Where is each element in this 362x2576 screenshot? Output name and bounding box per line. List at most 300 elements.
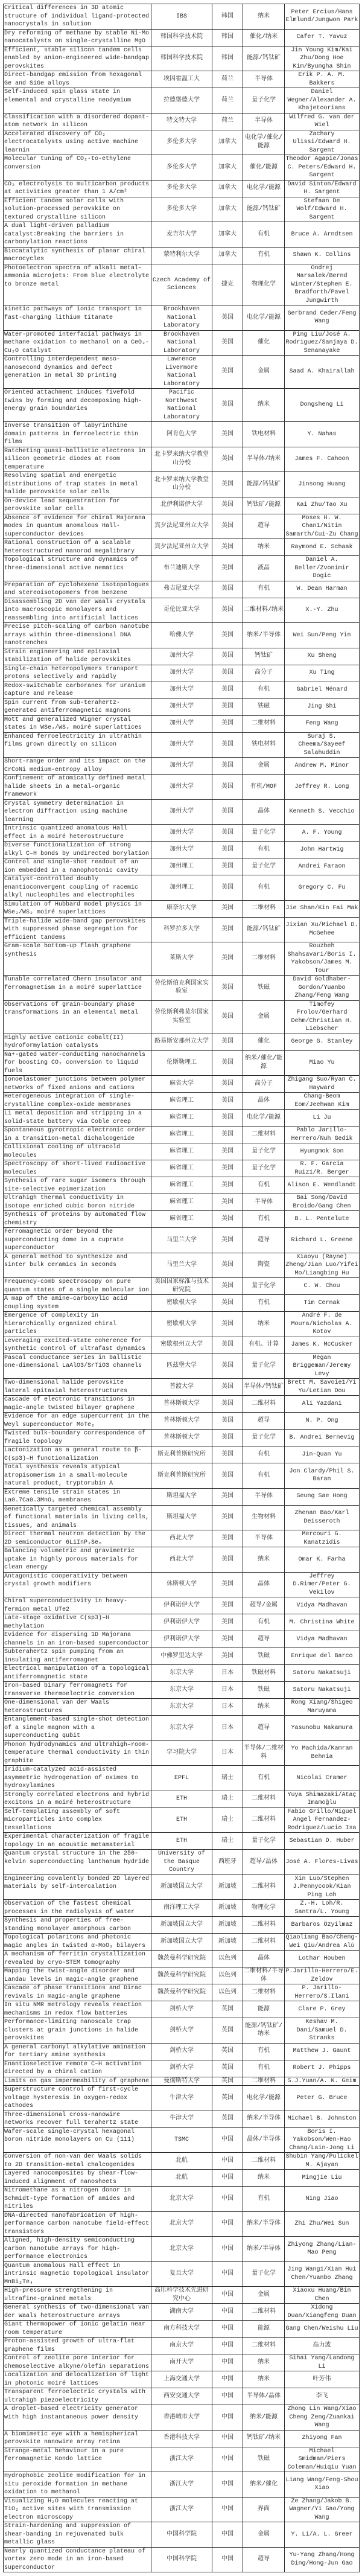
country-cell: 美国 xyxy=(212,1034,243,1050)
country-cell: 美国 xyxy=(212,715,243,732)
table-row xyxy=(4,2304,360,2321)
authors-cell: W. Dean Harman xyxy=(285,581,360,598)
country-cell: 日本 xyxy=(212,1699,243,1716)
paper-title-cell: Redox-switchable carboranes for uranium capture and release xyxy=(4,682,151,698)
institution-cell: 加州大学 xyxy=(151,682,212,698)
authors-cell: Megan Briggeman/Jeremy Levy xyxy=(285,1354,360,1379)
paper-title-cell: In situ NMR metrology reveals reaction mechanisms in redox flow batteries xyxy=(4,2001,151,2018)
country-cell: 美国 xyxy=(212,1253,243,1278)
paper-title-cell: Li metal deposition and stripping in a solid-state battery via Coble creep xyxy=(4,1110,151,1127)
institution-cell: 韩国科学技术院 xyxy=(151,46,212,71)
research-field-cell: 界面 xyxy=(243,2497,285,2522)
country-cell: 中国 xyxy=(212,2522,243,2548)
table-row xyxy=(4,472,360,497)
country-cell: 日本 xyxy=(212,1716,243,1741)
paper-title-cell: Limits on gas impermeability of graphene xyxy=(4,2077,151,2086)
table-row xyxy=(4,715,360,732)
table-row xyxy=(4,1505,360,1530)
table-row xyxy=(4,1253,360,1278)
country-cell: 美国 xyxy=(212,598,243,623)
country-cell: 美国 xyxy=(212,422,243,447)
institution-cell: 麻省理工 xyxy=(151,1160,212,1177)
research-field-cell: 纳米 xyxy=(243,389,285,422)
paper-title-cell: Heterogeneous integration of single-crystalline complex-oxide membranes xyxy=(4,1093,151,1110)
country-cell: 美国 xyxy=(212,514,243,539)
institution-cell: 美国国家标准与技术研究院 xyxy=(151,1278,212,1295)
research-field-cell: 半导体 xyxy=(243,71,285,88)
paper-title-cell: A mechanism of ferritin crystallization revealed by cryo-STEM tomography xyxy=(4,1951,151,1967)
research-field-cell: 生物材料 xyxy=(243,1505,285,1530)
institution-cell: Brookhaven National Laboratory xyxy=(151,305,212,331)
paper-title-cell: Ultrahigh thermal conductivity in isotope enriched cubic boron nitride xyxy=(4,1194,151,1211)
table-row xyxy=(4,2447,360,2472)
table-row xyxy=(4,1807,360,1833)
authors-cell: Pablo Jarillo-Herrero/Nuh Gedik xyxy=(285,1127,360,1143)
research-field-cell: 铁磁 xyxy=(243,698,285,715)
authors-cell: David Sinton/Edward H. Sargent xyxy=(285,180,360,197)
authors-cell: Kai Zhu/Tao Xu xyxy=(285,497,360,514)
authors-cell: Bruce A. Arndtsen xyxy=(285,222,360,248)
research-field-cell: 能源/钙钛矿 xyxy=(243,46,285,71)
table-row xyxy=(4,842,360,858)
paper-title-cell: One-dimensional van der Waals heterostructures xyxy=(4,1699,151,1716)
paper-title-cell: Self-templating assembly of soft microparticles into complex tessellations xyxy=(4,1807,151,1833)
paper-title-cell: Self-induced spin glass state in elemental and crystalline neodymium xyxy=(4,88,151,113)
research-field-cell: 纳米 xyxy=(243,1547,285,1573)
institution-cell: 休斯顿大学 xyxy=(151,1572,212,1597)
institution-cell: 北卡罗来纳大学教堂山分校 xyxy=(151,447,212,472)
paper-title-cell: Engineering covalently bonded 2D layered materials by self-intercalation xyxy=(4,1874,151,1900)
table-row xyxy=(4,1228,360,1253)
table-row xyxy=(4,1791,360,1807)
paper-title-cell: Entanglement-based single-shot detection of a single magnon with a superconducting qubit xyxy=(4,1716,151,1741)
research-field-cell: 半导体 xyxy=(243,1530,285,1547)
paper-title-cell: Chiral superconductivity in heavy-fermion metal UTe2 xyxy=(4,1597,151,1614)
research-field-cell: 能源/钙钛矿 xyxy=(243,472,285,497)
table-row xyxy=(4,330,360,356)
research-field-cell: 半导体 xyxy=(243,1488,285,1505)
table-row xyxy=(4,1648,360,1665)
country-cell: 加拿大 xyxy=(212,222,243,248)
paper-title-cell: Crystal symmetry determination in electron diffraction using machine learning xyxy=(4,799,151,825)
country-cell: 美国 xyxy=(212,1211,243,1228)
institution-cell: 加州理工 xyxy=(151,858,212,875)
research-field-cell: 高分子 xyxy=(243,1076,285,1093)
country-cell: 美国 xyxy=(212,1177,243,1194)
paper-title-cell: Giant thermopower of ionic gelatin near room temperature xyxy=(4,2321,151,2338)
paper-title-cell: Twisted bulk-boundary correspondence of fragile topology xyxy=(4,1430,151,1446)
country-cell: 美国 xyxy=(212,732,243,758)
research-field-cell: 二维材料/半导体 xyxy=(244,1968,284,1983)
research-field-cell: 纳米/半导体 xyxy=(243,2211,285,2237)
table-row xyxy=(4,1295,360,1312)
country-cell: 加拿大 xyxy=(212,130,243,155)
authors-cell: Michael B. Johnston xyxy=(285,2111,360,2127)
research-field-cell: 铁磁 xyxy=(243,1682,285,1699)
institution-cell: 南方科技大学 xyxy=(151,2321,212,2338)
paper-title-cell: Evidence for dispersing 1D Majorana channels in an iron-based superconductor xyxy=(4,1631,151,1648)
institution-cell: 蒙特利尔大学 xyxy=(151,247,212,264)
paper-title-cell: Photoelectron spectra of alkali metal–ammonia microjets: From blue electrolyte to bronze metal xyxy=(4,264,151,305)
institution-cell: 埃因霍温工大 xyxy=(151,71,212,88)
country-cell: 美国 xyxy=(212,900,243,917)
research-field-cell: 纳米/半导体 xyxy=(243,2237,285,2262)
country-cell: 美国 xyxy=(212,1194,243,1211)
authors-cell: Satoru Nakatsuji xyxy=(285,1682,360,1699)
country-cell: 美国 xyxy=(212,799,243,825)
institution-cell: EPFL xyxy=(151,1766,212,1791)
country-cell: 美国 xyxy=(212,581,243,598)
country-cell: 美国 xyxy=(212,1463,243,1489)
paper-title-cell: Classification with a disordered dopant-atom network in silicon xyxy=(4,113,151,130)
research-field-cell: 纳米 xyxy=(243,2371,285,2388)
table-row xyxy=(4,1379,360,1396)
authors-cell: Fabio Grillo/Miguel Angel Fernandez-Rodriguez/Lucio Isa xyxy=(285,1807,360,1833)
institution-cell: 浙江大学 xyxy=(151,2472,212,2498)
paper-title-cell: Antagonistic cooperativity between crystal growth modifiers xyxy=(4,1572,151,1597)
table-row xyxy=(4,1337,360,1354)
table-row xyxy=(4,1354,360,1379)
table-row xyxy=(4,2547,360,2572)
country-cell: 美国 xyxy=(212,356,243,389)
paper-title-cell: Accelerated discovery of CO₂ electrocatalysts using active machine learnin xyxy=(4,130,151,155)
research-field-cell: 金属 xyxy=(243,2522,285,2548)
paper-title-cell: Control of zeolite pore interior for chemoselective alkyne/olefin separations xyxy=(4,2354,151,2371)
research-field-cell: 半导体/二维材料 xyxy=(243,1740,285,1766)
table-row xyxy=(4,1597,360,1614)
country-cell: 中国 xyxy=(212,2211,243,2237)
paper-title-cell: Simulation of Hubbard model physics in WSe₂/WS₂ moiré superlattices xyxy=(4,900,151,917)
country-cell: 美国 xyxy=(212,1547,243,1573)
country-cell: 中国 xyxy=(212,2127,243,2153)
institution-cell: 多伦多大学 xyxy=(151,180,212,197)
country-cell: 中国 xyxy=(212,2430,243,2447)
institution-cell: 剑桥大学 xyxy=(151,2018,212,2044)
authors-cell: Michael Smidman/Piers Coleman/Huiqiu Yuan xyxy=(285,2447,360,2472)
authors-cell: Xu Ting xyxy=(285,665,360,682)
institution-cell: 东京大学 xyxy=(151,1699,212,1716)
institution-cell: 南洋理工大学 xyxy=(151,1900,212,1917)
table-row xyxy=(4,2287,360,2304)
institution-cell: 哥伦比亚大学 xyxy=(151,598,212,623)
institution-cell: 麻省大学 xyxy=(151,1076,212,1093)
country-cell: 美国 xyxy=(212,1379,243,1396)
research-field-cell: 有机、计算 xyxy=(243,1337,285,1354)
country-cell: 荷兰 xyxy=(212,71,243,88)
country-cell: 美国 xyxy=(212,1488,243,1505)
table-row xyxy=(4,1967,360,1984)
institution-cell: 东京大学 xyxy=(151,1665,212,1682)
country-cell: 中国 xyxy=(212,2287,243,2304)
institution-cell: 加州大学 xyxy=(151,715,212,732)
table-row xyxy=(4,682,360,698)
table-row xyxy=(4,447,360,472)
institution-cell: 斯克利普斯研究所 xyxy=(151,1463,212,1489)
paper-title-cell: Control and single-shot readout of an ion embedded in a nanophotonic cavity xyxy=(4,858,151,875)
table-row xyxy=(4,2522,360,2548)
paper-title-cell: Na+-gated water-conducting nanochannels for boosting CO₂ conversion to liquid fuels xyxy=(4,1050,151,1076)
table-row xyxy=(4,197,360,222)
authors-cell: Andrei Faraon xyxy=(285,858,360,875)
research-field-cell: 钙钛矿 xyxy=(243,648,285,665)
paper-title-cell: Nearly quantized conductance plateau of vortex zero mode in an iron-based superconductor xyxy=(4,2547,151,2572)
research-field-cell: 金属 xyxy=(243,758,285,775)
table-row xyxy=(4,1034,360,1050)
country-cell: 英国 xyxy=(212,2086,243,2111)
institution-cell: 密歇根大学 xyxy=(151,1295,212,1312)
table-row xyxy=(4,1396,360,1413)
institution-cell: 中国科学院 xyxy=(151,2547,212,2572)
research-field-cell: 陶瓷 xyxy=(243,1253,285,1278)
table-row xyxy=(4,623,360,648)
institution-cell: 伊利诺伊大学 xyxy=(151,1631,212,1648)
country-cell: 美国 xyxy=(212,682,243,698)
authors-cell: Vidya Madhavan xyxy=(285,1631,360,1648)
institution-cell: 北京大学 xyxy=(151,2237,212,2262)
research-field-cell: 纳米 xyxy=(243,2170,285,2187)
paper-title-cell: Gram-scale bottom-up flash graphene synthesis xyxy=(4,942,151,976)
authors-cell: Richard L. Greene xyxy=(285,1228,360,1253)
country-cell: 韩国 xyxy=(212,46,243,71)
institution-cell: 加州大学 xyxy=(151,775,212,800)
authors-cell: Tim Cernak xyxy=(285,1295,360,1312)
paper-title-cell: Pascal conductance series in ballistic one-dimensional LaAlO3/SrTiO3 channels xyxy=(4,1354,151,1379)
research-field-cell: 有机 xyxy=(243,1463,285,1489)
authors-cell: Matthew J. Gaunt xyxy=(285,2043,360,2060)
table-row xyxy=(4,130,360,155)
paper-title-cell: Nitromethane as a nitrogen donor in Schmidt-type formation of amides and nitriles xyxy=(4,2187,151,2212)
paper-title-cell: Three-dimensional cross-nanowire networks recover full terahertz state xyxy=(4,2111,151,2127)
research-field-cell: 二维材料 xyxy=(243,900,285,917)
authors-cell: Gang Chen/Weishu Liu xyxy=(285,2321,360,2338)
research-field-cell: 纳米/半导体 xyxy=(243,623,285,648)
institution-cell: 香港科技大学 xyxy=(151,2430,212,2447)
institution-cell: 韩国科学技术院 xyxy=(151,29,212,46)
paper-title-cell: Highly active cationic cobalt(II) hydroformylation catalysts xyxy=(4,1034,151,1050)
authors-cell: James K. McCusker xyxy=(285,1337,360,1354)
paper-title-cell: Experimental characterization of fragile topology in an acoustic metamaterial xyxy=(4,1833,151,1850)
paper-title-cell: Superstructure control of first-cycle voltage hysteresis in oxygen-redox cathodes xyxy=(4,2086,151,2111)
institution-cell: Lawrence Livermore National Laboratory xyxy=(151,356,212,389)
table-row xyxy=(4,2127,360,2153)
country-cell: 美国 xyxy=(212,1337,243,1354)
country-cell: 美国 xyxy=(212,539,243,556)
paper-title-cell: Controlling interdependent meso-nanosecond dynamics and defect generation in metal 3D printing xyxy=(4,356,151,389)
research-field-cell: 超导 xyxy=(243,1228,285,1253)
table-row xyxy=(4,2060,360,2077)
research-field-cell: 半导体/纳米 xyxy=(243,447,285,472)
institution-cell: 麻省理工 xyxy=(151,1194,212,1211)
paper-title-cell: Rational construction of a scalable heterostructured nanorod megalibrary xyxy=(4,539,151,556)
authors-cell: Hyungmok Son xyxy=(285,1143,360,1160)
research-field-cell: 超导 xyxy=(243,1716,285,1741)
table-row xyxy=(4,1000,360,1034)
paper-title-cell: Spin current from sub-terahertz-generated antiferromagnetic magnons xyxy=(4,698,151,715)
research-field-cell: 金属 xyxy=(243,1000,285,1034)
table-row xyxy=(4,1413,360,1430)
research-field-cell: 有机 xyxy=(243,842,285,858)
paper-title-cell: Late-stage oxidative C(sp3)–H methylation xyxy=(4,1614,151,1631)
authors-cell: Ping Liu/José A. Rodriguez/Sanjaya D. Senanayake xyxy=(285,331,358,354)
country-cell: 美国 xyxy=(212,1530,243,1547)
authors-cell: Enrique del Barco xyxy=(285,1648,360,1665)
paper-title-cell: High-pressure strengthening in ultrafine-grained metals xyxy=(4,2287,151,2304)
authors-cell: Xidong Duan/Xiangfeng Duan xyxy=(285,2304,360,2321)
paper-title-cell: A general method to synthesize and sinter bulk ceramics in seconds xyxy=(4,1253,151,1278)
institution-cell: 特文特大学 xyxy=(151,113,212,130)
country-cell: 美国 xyxy=(212,1093,243,1110)
country-cell: 英国 xyxy=(212,2060,243,2077)
research-field-cell: 高分子 xyxy=(243,665,285,682)
table-row xyxy=(4,1572,360,1597)
authors-cell: Jin-Quan Yu xyxy=(285,1446,360,1463)
paper-title-cell: Triple-halide wide–band gap perovskites with suppressed phase segregation for efficient tandems xyxy=(4,917,151,942)
table-row xyxy=(4,2086,360,2111)
country-cell: 美国 xyxy=(212,665,243,682)
country-cell: 美国 xyxy=(212,1614,243,1631)
table-row xyxy=(4,2043,360,2060)
institution-cell: 麻省理工 xyxy=(151,1211,212,1228)
table-row xyxy=(4,539,360,556)
authors-cell: Rong Xiang/Shigeo Maruyama xyxy=(285,1699,360,1716)
table-row xyxy=(4,858,360,875)
paper-title-cell: Synthesis of rare sugar isomers through site-selective epimerization xyxy=(4,1177,151,1194)
authors-cell: Stefaan De Wolf/Edward H. Sargent xyxy=(285,197,360,222)
table-row xyxy=(4,1833,360,1850)
institution-cell: 剑桥大学 xyxy=(151,2043,212,2060)
research-field-cell: 纳米/能源 xyxy=(243,2405,285,2431)
authors-cell: 李飞 xyxy=(285,2388,360,2405)
table-row xyxy=(4,247,360,264)
table-row xyxy=(4,758,360,775)
institution-cell: 加州大学 xyxy=(151,665,212,682)
country-cell: 瑞士 xyxy=(212,1807,243,1833)
authors-cell: André F. de Moura/Nicholas A. Kotov xyxy=(285,1312,360,1337)
country-cell: 美国 xyxy=(212,825,243,842)
table-row xyxy=(4,2497,360,2522)
institution-cell: 普林斯顿大学 xyxy=(151,1413,212,1430)
paper-title-cell: Hydrophobic zeolite modification for in situ peroxide formation in methane oxidation to methanol xyxy=(4,2472,151,2498)
country-cell: 美国 xyxy=(212,1110,243,1127)
country-cell: 美国 xyxy=(212,1648,243,1665)
country-cell: 以色列 xyxy=(212,1967,243,1984)
table-row xyxy=(4,1430,360,1446)
paper-title-cell: Tunable correlated Chern insulator and ferromagnetism in a moiré superlattice xyxy=(4,976,151,1001)
papers-table-body xyxy=(4,4,360,2572)
country-cell: 美国 xyxy=(212,623,243,648)
research-field-cell: 有机 xyxy=(243,222,285,248)
research-field-cell: 物理化学 xyxy=(243,1900,285,1917)
institution-cell: 伊利诺伊大学 xyxy=(151,1597,212,1614)
paper-title-cell: Enhanced ferroelectricity in ultrathin films grown directly on silicon xyxy=(4,732,151,758)
research-field-cell: 二维材料 xyxy=(243,715,285,732)
paper-title-cell: Wafer-scale single-crystal hexagonal boron nitride monolayers on Cu (111) xyxy=(4,2127,151,2153)
research-field-cell: 催化 xyxy=(243,330,285,356)
research-field-cell: 能源/钙钛矿 xyxy=(243,917,285,942)
table-row xyxy=(4,264,360,305)
country-cell: 美国 xyxy=(212,1312,243,1337)
paper-title-cell: Synthesis of proteins by automated flow chemistry xyxy=(4,1211,151,1228)
research-field-cell: 晶体 xyxy=(243,1951,285,1967)
research-field-cell: 有机 xyxy=(243,2187,285,2212)
research-field-cell: 纳米/催化 xyxy=(243,2472,285,2498)
research-field-cell: 有机 xyxy=(243,1211,285,1228)
authors-cell: Barbaros Özyilmaz xyxy=(285,1917,360,1934)
table-row xyxy=(4,2261,360,2287)
table-row xyxy=(4,356,360,389)
table-row xyxy=(4,1631,360,1648)
country-cell: 日本 xyxy=(212,1665,243,1682)
country-cell: 中国 xyxy=(212,2304,243,2321)
research-field-cell: 量子化学 xyxy=(243,2261,285,2287)
paper-title-cell: Resolving spatial and energetic distributions of trap states in metal halide perovskite solar cells xyxy=(4,472,151,497)
country-cell: 美国 xyxy=(212,1160,243,1177)
research-field-cell: 二维材料 xyxy=(243,1396,285,1413)
paper-title-cell: Leveraging excited-state coherence for synthetic control of ultrafast dynamics xyxy=(4,1337,151,1354)
authors-cell: Jing Shi xyxy=(285,698,360,715)
paper-title-cell: Topological polaritons and photonic magic angles in twisted α-MoO₃ bilayers xyxy=(4,1934,151,1951)
institution-cell: 伦斯勒理工 xyxy=(151,1050,212,1076)
table-row xyxy=(4,1984,360,2001)
institution-cell: 魏茨曼科学研究院 xyxy=(151,1951,212,1967)
table-row xyxy=(4,514,360,539)
authors-cell: Jin Young Kim/Kai Zhu/Dong Hoe Kim/Byungha Shin xyxy=(285,46,360,71)
table-row xyxy=(4,1934,360,1951)
authors-cell: Jie Shan/Kin Fai Mak xyxy=(285,900,360,917)
research-field-cell: 半导体/晶体 xyxy=(243,2388,285,2405)
paper-title-cell: Confinement of atomically defined metal halide sheets in a metal–organic framework xyxy=(4,775,151,800)
country-cell: 中国 xyxy=(212,2321,243,2338)
paper-title-cell: Biocatalytic synthesis of planar chiral macrocycles xyxy=(4,247,151,264)
institution-cell: IBS xyxy=(151,4,212,30)
authors-cell: Sihai Yang/Landong Li xyxy=(285,2354,360,2371)
research-field-cell: 二维材料 xyxy=(243,1984,285,2001)
country-cell: 捷克 xyxy=(212,264,243,305)
country-cell: 英国 xyxy=(212,2018,243,2044)
table-row xyxy=(4,2170,360,2187)
country-cell: 英国 xyxy=(212,2043,243,2060)
authors-cell: Daniel Wegner/Alexander A. Khajetoorians xyxy=(285,88,360,113)
research-field-cell: 铁磁 xyxy=(243,1648,285,1665)
institution-cell: 麻省理工 xyxy=(151,1110,212,1127)
country-cell: 美国 xyxy=(212,1354,243,1379)
research-field-cell: 催化/纳米 xyxy=(243,29,285,46)
research-field-cell: 量子化学 xyxy=(243,1430,285,1446)
institution-cell: 加州理工 xyxy=(151,875,212,901)
institution-cell: 北京大学 xyxy=(151,2211,212,2237)
authors-cell: Liang Wang/Feng-Shou Xiao xyxy=(285,2472,360,2498)
authors-cell: Erik P. A. M. Bakkers xyxy=(285,71,360,88)
research-field-cell: 液晶 xyxy=(243,556,285,581)
research-field-cell: 电化学/催化/能源 xyxy=(243,130,285,155)
table-row xyxy=(4,46,360,71)
authors-cell: Feng Wang xyxy=(285,715,360,732)
table-row xyxy=(4,2388,360,2405)
authors-cell: Ning Jiao xyxy=(285,2187,360,2212)
authors-cell: Raymond E. Schaak xyxy=(285,539,360,556)
paper-title-cell: A dual light-driven palladium catalyst:Breaking the barriers in carbonylation reactions xyxy=(4,222,151,248)
table-row xyxy=(4,976,360,1001)
paper-title-cell: Layered nanocomposites by shear-flow-induced alignment of nanosheets xyxy=(4,2170,151,2187)
paper-title-cell: Efficient tandem solar cells with solution-processed perovskite on textured crystalline silicon xyxy=(4,197,151,222)
table-row xyxy=(4,2187,360,2212)
country-cell: 美国 xyxy=(212,556,243,581)
authors-cell: Clare P. Grey xyxy=(285,2001,360,2018)
research-field-cell: 二维材料 xyxy=(243,1917,285,1934)
table-row xyxy=(4,2371,360,2388)
institution-cell: ETH xyxy=(151,1833,212,1850)
research-field-cell: 超导/晶体 xyxy=(243,1850,285,1875)
